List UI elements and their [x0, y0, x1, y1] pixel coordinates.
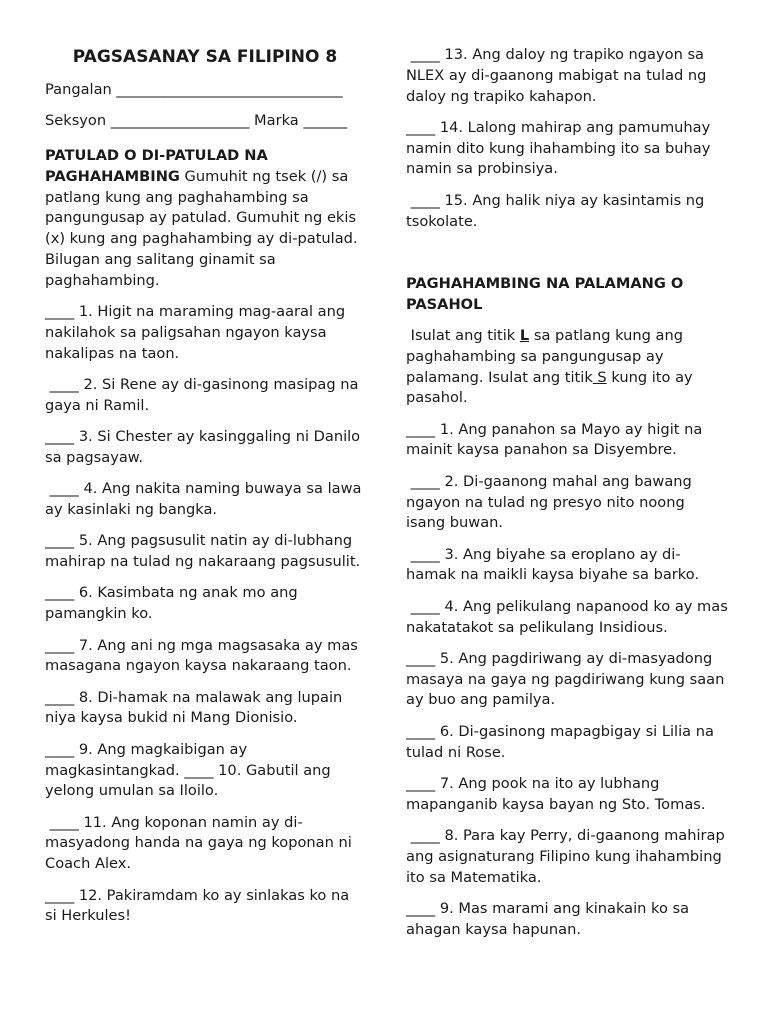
section1-instruction-text: Gumuhit ng tsek (/) sa patlang kung ang paghahambing sa pangungusap ay patulad. Gumuhit ng ekis (x) kung ang paghahambing ay di-patulad. Bilugan ang salitang ginamit sa paghahambing.: [45, 167, 363, 289]
section2-instruction-part: sa patlang kung ang paghahambing sa pangungusap ay palamang. Isulat ang titik: [406, 326, 688, 386]
section2-instruction-part: kung ito ay pasahol.: [406, 368, 698, 407]
section-line: Seksyon ___________________ Marka ______: [45, 112, 348, 130]
list-item: ____ 6. Kasimbata ng anak mo ang pamangkin ko.: [45, 584, 303, 623]
name-line: Pangalan _______________________________: [45, 81, 343, 98]
list-item: ____ 7. Ang pook na ito ay lubhang mapanganib kaysa bayan ng Sto. Tomas.: [406, 774, 706, 813]
list-item: ____ 8. Di-hamak na malawak ang lupain niya kaysa bukid ni Mang Dionisio.: [45, 688, 347, 727]
section1-instructions: [45, 146, 365, 292]
list-item: ____ 4. Ang pelikulang napanood ko ay mas nakatatakot sa pelikulang Insidious.: [406, 597, 733, 636]
list-item: ____ 15. Ang halik niya ay kasintamis ng tsokolate.: [406, 191, 709, 230]
letter-l: L: [519, 326, 530, 344]
list-item: ____ 3. Ang biyahe sa eroplano ay di-hamak na maikli kaysa biyahe sa barko.: [406, 545, 700, 584]
section1-heading: PATULAD O DI-PATULAD NA PAGHAHAMBING: [45, 147, 273, 185]
list-item: ____ 14. Lalong mahirap ang pamumuhay namin dito kung ihahambing ito sa buhay namin sa probinsiya.: [406, 118, 715, 178]
list-item: ____ 5. Ang pagdiriwang ay di-masyadong masaya na gaya ng pagdiriwang kung saan ay buo ang pamilya.: [406, 649, 729, 709]
list-item: ____ 8. Para kay Perry, di-gaanong mahirap ang asignaturang Filipino kung ihahambing ito sa Matematika.: [406, 826, 730, 886]
list-item: ____ 2. Si Rene ay di-gasinong masipag na gaya ni Ramil.: [45, 376, 364, 414]
list-item: ____ 2. Di-gaanong mahal ang bawang ngayon na tulad ng presyo nito noong isang buwan.: [406, 472, 697, 532]
list-item: ____ 1. Higit na maraming mag-aaral ang nakilahok sa paligsahan ngayon kaysa nakalipas na taon.: [45, 303, 350, 362]
section-spacer: [406, 243, 728, 274]
list-item: ____ 13. Ang daloy ng trapiko ngayon sa NLEX ay di-gaanong mabigat na tulad ng daloy ng trapiko kahapon.: [406, 46, 712, 105]
list-item: ____ 5. Ang pagsusulit natin ay di-lubhang mahirap na tulad ng nakaraang pagsusulit.: [45, 532, 361, 571]
page-title: PAGSASANAY SA FILIPINO 8: [72, 47, 338, 67]
right-column: [406, 0, 733, 951]
list-item: ____ 7. Ang ani ng mga magsasaka ay mas masagana ngayon kaysa nakaraang taon.: [45, 636, 363, 675]
section2-instructions: [406, 326, 728, 409]
list-item: ____ 9. Ang magkaibigan ay magkasintangkad. ____ 10. Gabutil ang yelong umulan sa Iloilo.: [45, 740, 336, 800]
left-column: [45, 0, 365, 938]
section2-instruction-part: Isulat ang titik: [406, 326, 520, 344]
section2-heading: PAGHAHAMBING NA PALAMANG O PASAHOL: [406, 274, 689, 313]
list-item: ____ 4. Ang nakita naming buwaya sa lawa ay kasinlaki ng bangka.: [45, 480, 367, 519]
list-item: ____ 11. Ang koponan namin ay di-masyadong handa na gaya ng koponan ni Coach Alex.: [45, 813, 357, 873]
letter-s: S: [592, 368, 607, 386]
list-item: ____ 12. Pakiramdam ko ay sinlakas ko na si Herkules!: [45, 886, 354, 925]
list-item: ____ 1. Ang panahon sa Mayo ay higit na mainit kaysa panahon sa Disyembre.: [406, 420, 707, 459]
list-item: ____ 3. Si Chester ay kasinggaling ni Danilo sa pagsayaw.: [45, 428, 365, 466]
list-item: ____ 6. Di-gasinong mapagbigay si Lilia na tulad ni Rose.: [406, 722, 719, 761]
list-item: ____ 9. Mas marami ang kinakain ko sa ahagan kaysa hapunan.: [406, 899, 694, 938]
